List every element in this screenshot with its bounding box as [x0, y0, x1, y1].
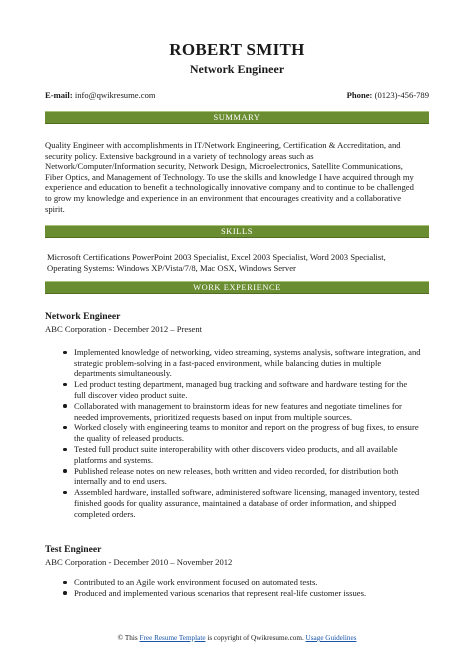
list-item	[74, 347, 429, 379]
skills-heading: SKILLS	[45, 225, 429, 238]
phone-block	[347, 90, 429, 100]
copyright-footer	[0, 633, 474, 642]
contact-row	[45, 90, 429, 100]
candidate-role: Network Engineer	[189, 62, 285, 76]
footer-copyright-text: is copyright of Qwikresume.com.	[207, 634, 304, 642]
list-item	[74, 401, 429, 422]
phone-value: (0123)-456-789	[374, 90, 429, 100]
list-item-line: Contributed to an Agile work environment focused on automated tests.	[74, 577, 318, 587]
list-item-line: the quality of released products.	[74, 433, 185, 444]
email-label: E-mail:	[45, 90, 73, 100]
list-item-line: Implemented knowledge of networking, video streaming, systems analysis, software integration, and	[74, 347, 421, 357]
skills-text	[47, 252, 431, 273]
candidate-name: ROBERT SMITH	[169, 40, 305, 59]
summary-line: Fiber Optics, and Management of Technology. To use the skills and knowledge I have acquired through my	[45, 171, 414, 182]
footer-this: This	[124, 634, 138, 642]
list-item	[74, 588, 429, 599]
list-item	[74, 379, 429, 400]
job-responsibilities	[45, 347, 429, 520]
summary-line: spirit.	[45, 203, 65, 214]
list-item-line: Collaborated with management to brainstorm ideas for new features and negotiate timelines for	[74, 400, 402, 411]
summary-line: experience and education to benefit a technologically innovative company and to continue to be challenged	[45, 182, 414, 193]
list-item-line: Assembled hardware, installed software, administered software licensing, managed inventory, tested	[74, 487, 420, 498]
list-item-line: finished goods for quality assurance, maintained a database of order information, and shipped	[74, 497, 397, 508]
list-item-line: strategic problem-solving in a fast-paced environment, while balancing duties in multiple	[74, 357, 382, 368]
list-item-line: platforms and systems.	[74, 454, 154, 465]
phone-label: Phone:	[346, 90, 373, 100]
list-item	[74, 487, 429, 519]
job-title: Test Engineer	[45, 544, 102, 555]
usage-guidelines-link[interactable]: Usage Guidelines	[305, 634, 357, 642]
list-item-line: internally and to end users.	[74, 476, 167, 487]
summary-line: security policy. Extensive background in a variety of technology areas such as	[45, 150, 314, 161]
summary-line: to grow my knowledge and experience in an environment that encourages creativity and a collaborative	[45, 192, 402, 203]
list-item	[74, 466, 429, 487]
skills-line: Operating Systems: Windows XP/Vista/7/8, Mac OSX, Windows Server	[47, 262, 296, 273]
list-item-line: Tested full product suite interoperability with other discovers video products, and all available	[74, 444, 398, 455]
job-responsibilities	[45, 577, 429, 599]
job-company-dates: ABC Corporation - December 2010 – November 2012	[45, 557, 233, 567]
list-item-line: needed improvements, prioritized requests based on input from multiple sources.	[74, 411, 353, 422]
list-item-line: Led product testing department, managed bug tracking and software and hardware testing for the	[74, 379, 408, 390]
work-experience-heading: WORK EXPERIENCE	[45, 281, 429, 294]
skills-line: Microsoft Certifications PowerPoint 2003 Specialist, Excel 2003 Specialist, Word 2003 Specialist,	[47, 252, 386, 262]
email-block	[45, 90, 156, 100]
list-item-line: full discover video product suite.	[74, 390, 188, 400]
list-item	[74, 444, 429, 465]
list-item-line: completed orders.	[74, 508, 136, 519]
list-item-line: Worked closely with engineering teams to monitor and report on the progress of bug fixes, to ensure	[74, 422, 419, 433]
summary-heading: SUMMARY	[45, 111, 429, 124]
summary-line: Quality Engineer with accomplishments in IT/Network Engineering, Certification & Accreditation, and	[45, 140, 401, 150]
summary-line: Network/Computer/Information security, Network Design, Microelectronics, Satellite Communications,	[45, 161, 403, 172]
list-item	[74, 422, 429, 443]
summary-text	[45, 140, 429, 214]
list-item	[74, 577, 429, 588]
list-item-line: Produced and implemented various scenarios that represent real-life customer issues.	[74, 587, 367, 598]
list-item-line: departments simultaneously.	[74, 368, 172, 379]
job-company-dates: ABC Corporation - December 2012 – Present	[45, 324, 203, 334]
email-value[interactable]: info@qwikresume.com	[74, 90, 156, 100]
job-title: Network Engineer	[45, 311, 121, 322]
list-item-line: Published release notes on new releases, both written and video recorded, for distribution both	[74, 465, 399, 476]
copyright-icon: ©	[117, 633, 124, 642]
free-resume-template-link[interactable]: Free Resume Template	[139, 634, 206, 642]
